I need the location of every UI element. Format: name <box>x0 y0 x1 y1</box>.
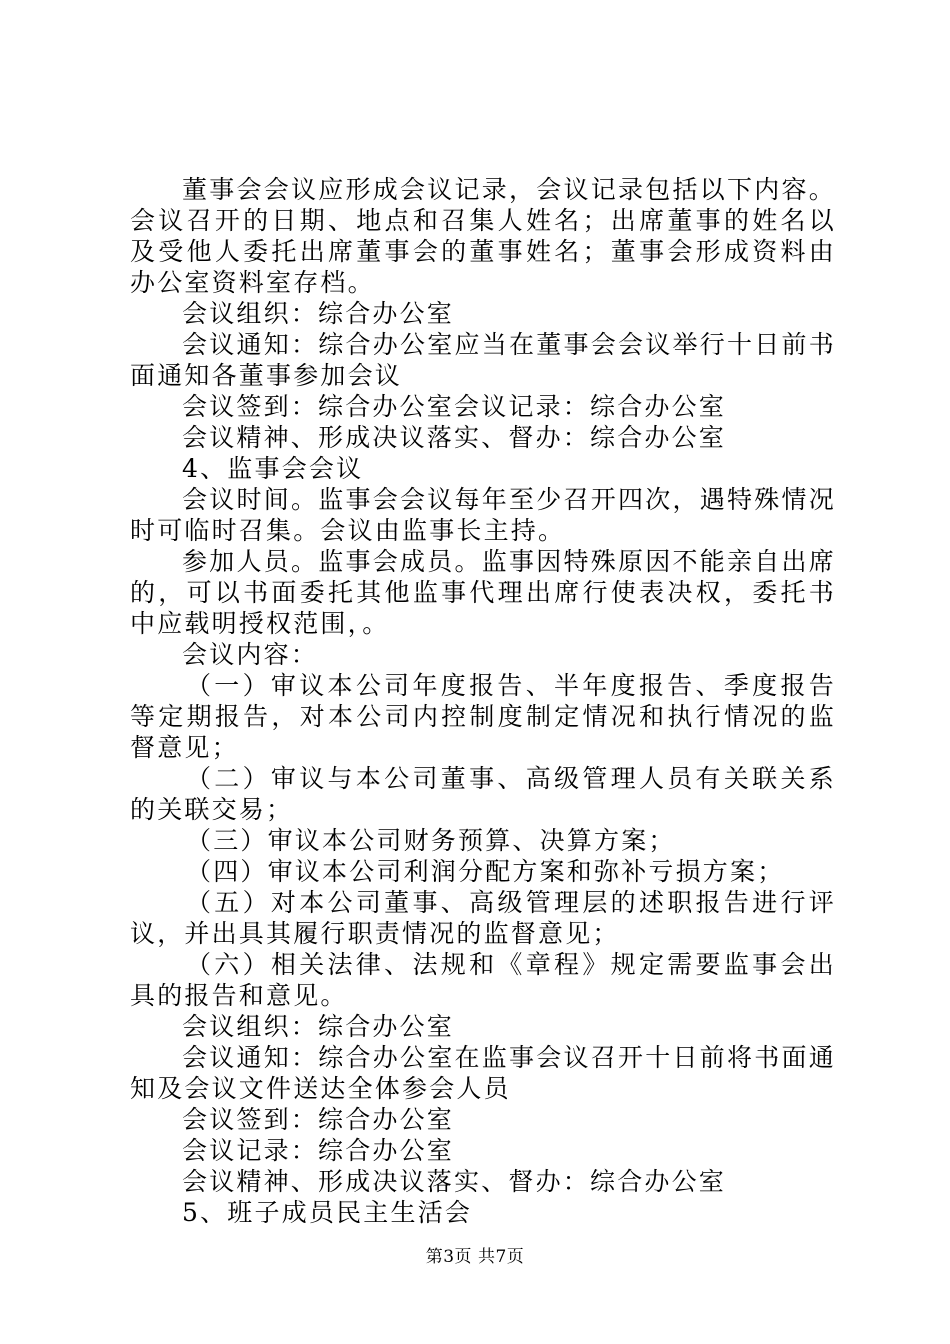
list-item: （一）审议本公司年度报告、半年度报告、季度报告等定期报告，对本公司内控制度制定情况和执行情况的监督意见； <box>130 671 836 762</box>
paragraph: 会议内容： <box>182 640 319 669</box>
section-heading: 5、班子成员民主生活会 <box>182 1198 473 1227</box>
paragraph: 会议通知：综合办公室在监事会议召开十日前将书面通知及会议文件送达全体参会人员 <box>130 1043 836 1103</box>
paragraph: 会议组织：综合办公室 <box>182 299 455 328</box>
section-heading: 4、监事会会议 <box>182 454 364 483</box>
paragraph: 会议签到：综合办公室 <box>182 1105 455 1134</box>
list-item: （三）审议本公司财务预算、决算方案； <box>186 826 676 855</box>
document-body <box>130 174 836 1228</box>
paragraph: 会议精神、形成决议落实、督办：综合办公室 <box>182 1167 727 1196</box>
paragraph: 会议精神、形成决议落实、督办：综合办公室 <box>182 423 727 452</box>
paragraph: 董事会会议应形成会议记录，会议记录包括以下内容。会议召开的日期、地点和召集人姓名；出席董事的姓名以及受他人委托出席董事会的董事姓名；董事会形成资料由办公室资料室存档。 <box>130 175 836 297</box>
paragraph: 会议时间。监事会会议每年至少召开四次，遇特殊情况时可临时召集。会议由监事长主持。 <box>130 485 836 545</box>
paragraph: 会议签到：综合办公室会议记录：综合办公室 <box>182 392 727 421</box>
paragraph: 会议组织：综合办公室 <box>182 1012 455 1041</box>
page-number-footer: 第3页 共7页 <box>425 1247 525 1267</box>
list-item: （二）审议与本公司董事、高级管理人员有关联关系的关联交易； <box>130 764 836 824</box>
paragraph: 会议记录：综合办公室 <box>182 1136 455 1165</box>
list-item: （四）审议本公司利润分配方案和弥补亏损方案； <box>186 857 785 886</box>
list-item: （六）相关法律、法规和《章程》规定需要监事会出具的报告和意见。 <box>130 950 836 1010</box>
paragraph: 参加人员。监事会成员。监事因特殊原因不能亲自出席的，可以书面委托其他监事代理出席行使表决权，委托书中应载明授权范围，。 <box>130 547 836 638</box>
list-item: （五）对本公司董事、高级管理层的述职报告进行评议，并出具其履行职责情况的监督意见； <box>130 888 836 948</box>
paragraph: 会议通知：综合办公室应当在董事会会议举行十日前书面通知各董事参加会议 <box>130 330 836 390</box>
